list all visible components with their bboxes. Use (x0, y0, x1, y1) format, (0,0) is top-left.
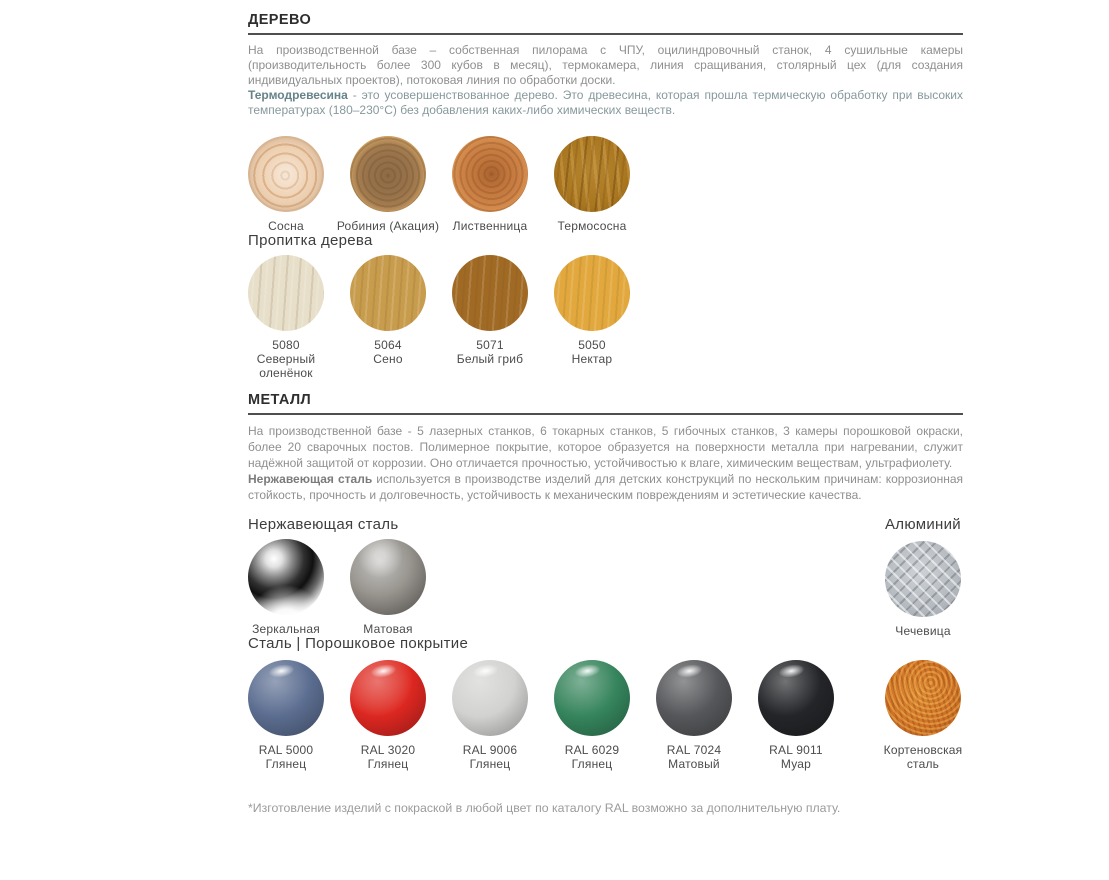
larch-label: Лиственница (452, 219, 528, 233)
swatch-ral-5000 (235, 660, 337, 771)
stain-5064-label (373, 338, 402, 366)
swatch-mirror-steel (235, 539, 337, 636)
corten-column (868, 660, 978, 771)
corten-steel-sample (885, 660, 961, 736)
aluminum-lentil-label: Чечевица (895, 624, 951, 638)
pine-sample-image (248, 136, 324, 212)
ral-finish: Глянец (469, 757, 511, 771)
mirror-steel-label: Зеркальная (252, 622, 320, 636)
ral-5000-sample (248, 660, 324, 736)
robinia-label: Робиния (Акация) (336, 219, 440, 233)
ral-9006-label (463, 743, 518, 771)
wood-section-title: ДЕРЕВО (248, 12, 312, 28)
thermowood-paragraph (248, 88, 963, 118)
ral-code: RAL 7024 (666, 743, 722, 757)
thermopine-label: Термососна (557, 219, 627, 233)
ral-3020-label (361, 743, 416, 771)
stain-name: Сено (373, 352, 403, 366)
ral-5000-label (259, 743, 314, 771)
swatch-matte-steel (337, 539, 439, 636)
stain-5071-label (457, 338, 523, 366)
stain-code: 5071 (476, 338, 504, 352)
aluminum-lentil-sample (885, 541, 961, 617)
metal-section (248, 393, 963, 771)
powder-coating-title: Сталь | Порошковое покрытие (248, 635, 469, 652)
aluminum-title: Алюминий (885, 516, 961, 533)
swatch-pine (235, 136, 337, 233)
ral-finish: Глянец (265, 757, 307, 771)
stain-5064-sample (350, 255, 426, 331)
stain-code: 5064 (374, 338, 402, 352)
stainless-row (235, 539, 963, 636)
swatch-ral-7024 (643, 660, 745, 771)
ral-row (235, 660, 963, 771)
impregnation-title: Пропитка дерева (248, 232, 373, 249)
stain-5050-sample (554, 255, 630, 331)
powder-coating-block (248, 660, 963, 771)
ral-9006-sample (452, 660, 528, 736)
stainless-text: используется в производстве изделий для детских конструкций по нескольким причинам: коррозионная стойкость, прочность и долговечность, устойчивость к механическим повреждениям и эстетические качества. (248, 472, 963, 502)
aluminum-column (868, 517, 978, 638)
wood-section (248, 13, 963, 380)
ral-code: RAL 9006 (462, 743, 518, 757)
swatch-stain-5064 (337, 255, 439, 380)
swatch-thermopine (541, 136, 643, 233)
ral-9011-sample (758, 660, 834, 736)
impregnation-row (235, 255, 963, 380)
swatch-stain-5050 (541, 255, 643, 380)
swatch-ral-3020 (337, 660, 439, 771)
thermowood-term: Термодревесина (248, 88, 348, 102)
ral-3020-sample (350, 660, 426, 736)
metal-section-divider (248, 413, 963, 415)
ral-9011-label (769, 743, 823, 771)
ral-6029-label (565, 743, 620, 771)
stain-code: 5050 (578, 338, 606, 352)
ral-7024-label (667, 743, 722, 771)
wood-section-divider (248, 33, 963, 35)
ral-6029-sample (554, 660, 630, 736)
wood-production-paragraph: На производственной базе – собственная пилорама с ЧПУ, оцилиндровочный станок, 4 сушильные камеры (производительность более 300 кубов в месяц), термокамера, линия сращивания, столярный цех (для создания индивидуальных проектов), потоковая линия по обработки доски. (248, 43, 963, 87)
stainless-title: Нержавеющая сталь (248, 516, 399, 533)
thermopine-sample-image (554, 136, 630, 212)
matte-steel-sample (350, 539, 426, 615)
matte-steel-label: Матовая (363, 622, 413, 636)
stain-code: 5080 (272, 338, 300, 352)
robinia-sample-image (350, 136, 426, 212)
swatch-larch (439, 136, 541, 233)
swatch-robinia (337, 136, 439, 233)
metal-production-paragraph: На производственной базе - 5 лазерных станков, 6 токарных станков, 5 гибочных станков, 3 камеры порошковой окраски, более 20 сварочных постов. Полимерное покрытие, которое образуется на поверхности металла при нагревании, служит надёжной защитой от коррозии. Оно отличается прочностью, устойчивостью к влаге, химическим веществам, ультрафиолету. (248, 424, 963, 470)
mirror-steel-sample (248, 539, 324, 615)
stain-name: Нектар (571, 352, 613, 366)
corten-steel-label: Кортеновская сталь (883, 743, 963, 771)
ral-finish: Глянец (571, 757, 613, 771)
metal-section-title: МЕТАЛЛ (248, 392, 312, 408)
ral-7024-sample (656, 660, 732, 736)
stain-5080-label (235, 338, 337, 380)
pine-label: Сосна (268, 219, 304, 233)
stain-5080-sample (248, 255, 324, 331)
larch-sample-image (452, 136, 528, 212)
swatch-stain-5071 (439, 255, 541, 380)
catalog-page (248, 0, 963, 815)
wood-species-row (235, 136, 963, 233)
ral-code: RAL 6029 (564, 743, 620, 757)
stain-name: Северный оленёнок (256, 352, 316, 380)
ral-code: RAL 5000 (258, 743, 314, 757)
swatch-ral-9011 (745, 660, 847, 771)
stainless-paragraph (248, 471, 963, 503)
ral-code: RAL 9011 (769, 743, 823, 757)
ral-footnote: *Изготовление изделий с покраской в любой цвет по каталогу RAL возможно за дополнительную плату. (248, 801, 841, 815)
swatch-ral-9006 (439, 660, 541, 771)
stainless-and-aluminum-block (248, 517, 963, 636)
ral-finish: Матовый (668, 757, 720, 771)
stainless-term: Нержавеющая сталь (248, 472, 373, 486)
thermowood-text: - это усовершенствованное дерево. Это древесина, которая прошла термическую обработку при высоких температурах (180–230°C) без добавления каких-либо химических веществ. (248, 88, 963, 117)
swatch-stain-5080 (235, 255, 337, 380)
stain-5071-sample (452, 255, 528, 331)
ral-finish: Муар (780, 757, 812, 771)
swatch-ral-6029 (541, 660, 643, 771)
stain-5050-label (572, 338, 613, 366)
stain-name: Белый гриб (456, 352, 524, 366)
ral-code: RAL 3020 (360, 743, 416, 757)
ral-finish: Глянец (367, 757, 409, 771)
